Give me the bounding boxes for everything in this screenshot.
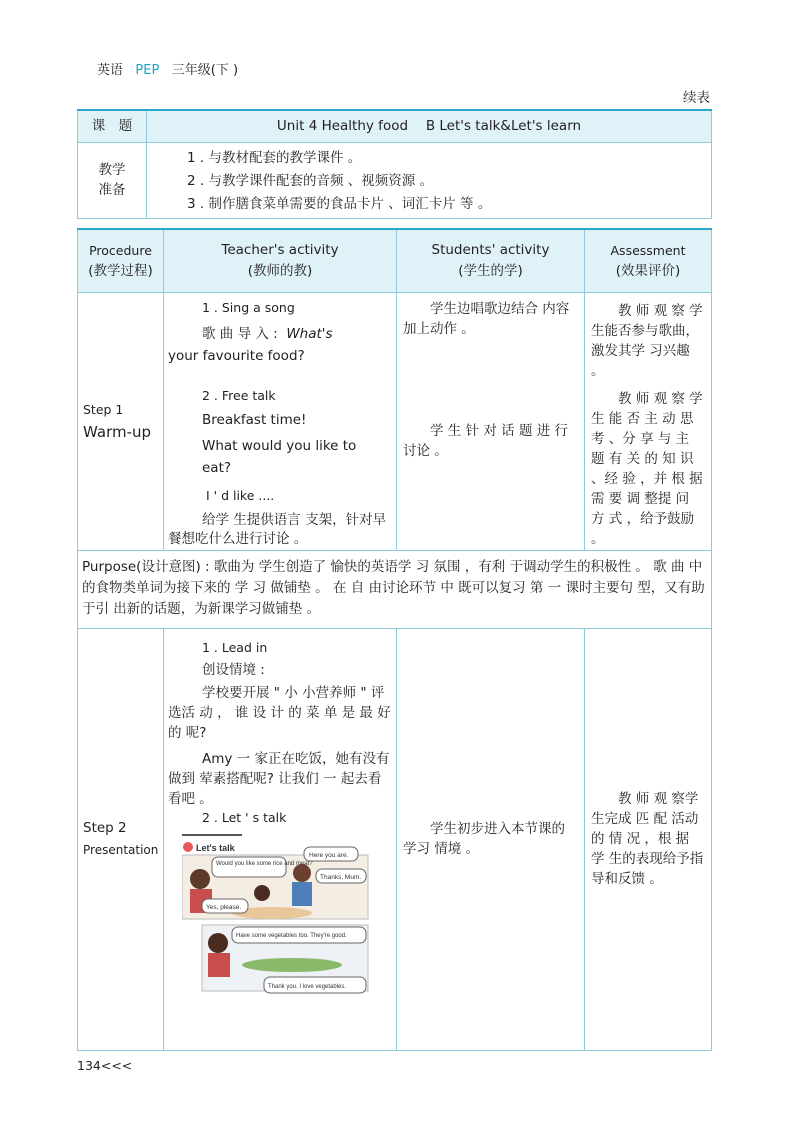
book-header: [97, 59, 238, 78]
lets-talk-picture: [182, 831, 366, 997]
step1-name: Warm-up: [83, 423, 152, 441]
step1-t9: 给学 生提供语言 支架，针对早餐想吃什么进行讨论 。: [168, 511, 387, 547]
col-students: [397, 229, 585, 292]
step1-a1: 教 师 观 察 学 生能否参与歌曲，激发其学 习兴趣 。: [591, 302, 703, 379]
step1-t1: 1 . Sing a song: [202, 299, 295, 315]
bubble: Would you like some rice and meat?: [216, 860, 313, 867]
col-assessment: [585, 229, 712, 292]
step1-label: [78, 292, 164, 550]
col-students-cn: (学生的学): [458, 262, 523, 279]
step2-number: Step 2: [83, 820, 127, 836]
step2-t3: 学校要开展 " 小 小营养师 " 评 选活 动 ， 谁 设 计 的 菜 单 是 最 好 的 呢?: [168, 684, 391, 741]
bubble: Here you are.: [309, 851, 349, 859]
step1-s2: 学 生 针 对 话 题 进 行 讨论 。: [403, 422, 569, 459]
step1-t2: [168, 323, 392, 345]
procedure-table: [77, 228, 712, 1051]
col-procedure-en: Procedure: [89, 242, 152, 258]
step1-a2: 教 师 观 察 学 生 能 否 主 动 思 考 、分 享 与 主 题 有 关 的 知 识 、经 验 ，并 根 据 需 要 调 整提 问 方 式 ，给予鼓励 。: [591, 390, 703, 547]
col-procedure-cn: (教学过程): [88, 262, 153, 279]
topic-value: Unit 4 Healthy food B Let's talk&Let's learn: [147, 110, 712, 142]
step2-t4: Amy 一 家正在吃饭，她有没有做到 荤素搭配呢? 让我们 一 起去看看吧 。: [168, 750, 390, 807]
step1-number: Step 1: [83, 402, 124, 417]
bubble: Thanks, Mum.: [320, 873, 362, 881]
pic-title: Let's talk: [196, 842, 235, 853]
prep-item: 2 . 与教学课件配套的音频 、视频资源 。: [187, 172, 434, 189]
step1-s1: 学生边唱歌边结合 内容加上动作 。: [403, 300, 570, 337]
col-teacher: [164, 229, 397, 292]
page-number: 134<<<: [77, 1058, 133, 1073]
step1-t2a: 歌 曲 导 入 :: [202, 325, 278, 342]
col-procedure: [78, 229, 164, 292]
prep-label: [78, 142, 147, 218]
step2-t1: 1 . Lead in: [202, 639, 268, 655]
step1-teacher: [164, 292, 397, 550]
step2-a1: 教 师 观 察学生完成 匹 配 活动 的 情 况 ，根 据 学 生的表现给予指导和反馈 。: [591, 791, 704, 887]
step2-label: [78, 628, 164, 1050]
col-teacher-en: Teacher's activity: [221, 241, 339, 258]
subject: 英语: [97, 63, 124, 78]
step2-teacher: [164, 628, 397, 1050]
step1-t5: Breakfast time!: [202, 411, 307, 428]
grade: 三年级(下 ): [171, 63, 239, 78]
step1-t7: eat?: [202, 459, 232, 476]
lets-talk-illustration: [182, 831, 372, 997]
col-assess-cn: (效果评价): [615, 262, 681, 279]
step1-t3: your favourite food?: [168, 347, 305, 364]
step1-t6: What would you like to: [202, 437, 357, 454]
step1-students: [397, 292, 585, 550]
step1-t4: 2 . Free talk: [202, 387, 276, 403]
col-assess-en: Assessment: [610, 242, 686, 258]
step1-t8: I ' d like ....: [206, 487, 275, 503]
col-students-en: Students' activity: [431, 241, 550, 258]
talk-dot-icon: [183, 842, 193, 852]
step2-t2: 创设情境 :: [202, 661, 265, 678]
step1-t2b: What's: [286, 325, 333, 342]
bubble: Have some vegetables too. They're good.: [236, 932, 347, 939]
bubble: Thank you. I love vegetables.: [268, 983, 347, 990]
prep-item: 1 . 与教材配套的教学课件 。: [187, 149, 362, 166]
topic-label: 课 题: [78, 110, 147, 142]
step2-name: Presentation: [83, 843, 159, 857]
step2-t5: 2 . Let ' s talk: [202, 809, 287, 825]
continued-label: 续表: [683, 90, 710, 106]
step2-students: [397, 628, 585, 1050]
prep-label-line2: 准备: [98, 182, 126, 198]
step1-assessment: [585, 292, 712, 550]
col-teacher-cn: (教师的教): [247, 262, 313, 279]
prep-label-line1: 教学: [98, 162, 126, 178]
step2-s1: 学生初步进入本节课的学习 情境 。: [403, 821, 565, 857]
prep-items: [147, 142, 712, 218]
bubble: Yes, please.: [206, 903, 242, 911]
edition: PEP: [135, 63, 160, 78]
purpose-text: Purpose(设计意图) : 歌曲为 学生创造了 愉快的英语学 习 氛围 ，有利 于调动学生的积极性 。 歌 曲 中的食物类单词为接下来的 学 习 做铺垫 。 在 自 由讨论环节 中 既可以复习 第 一 课时主要句 型，又有助于引 出新的话题，为新课学习做铺垫 。: [78, 550, 712, 628]
prep-item: 3 . 制作膳食菜单需要的食品卡片 、词汇卡片 等 。: [187, 195, 492, 212]
topic-table: [77, 109, 712, 219]
step2-assessment: [585, 628, 712, 1050]
